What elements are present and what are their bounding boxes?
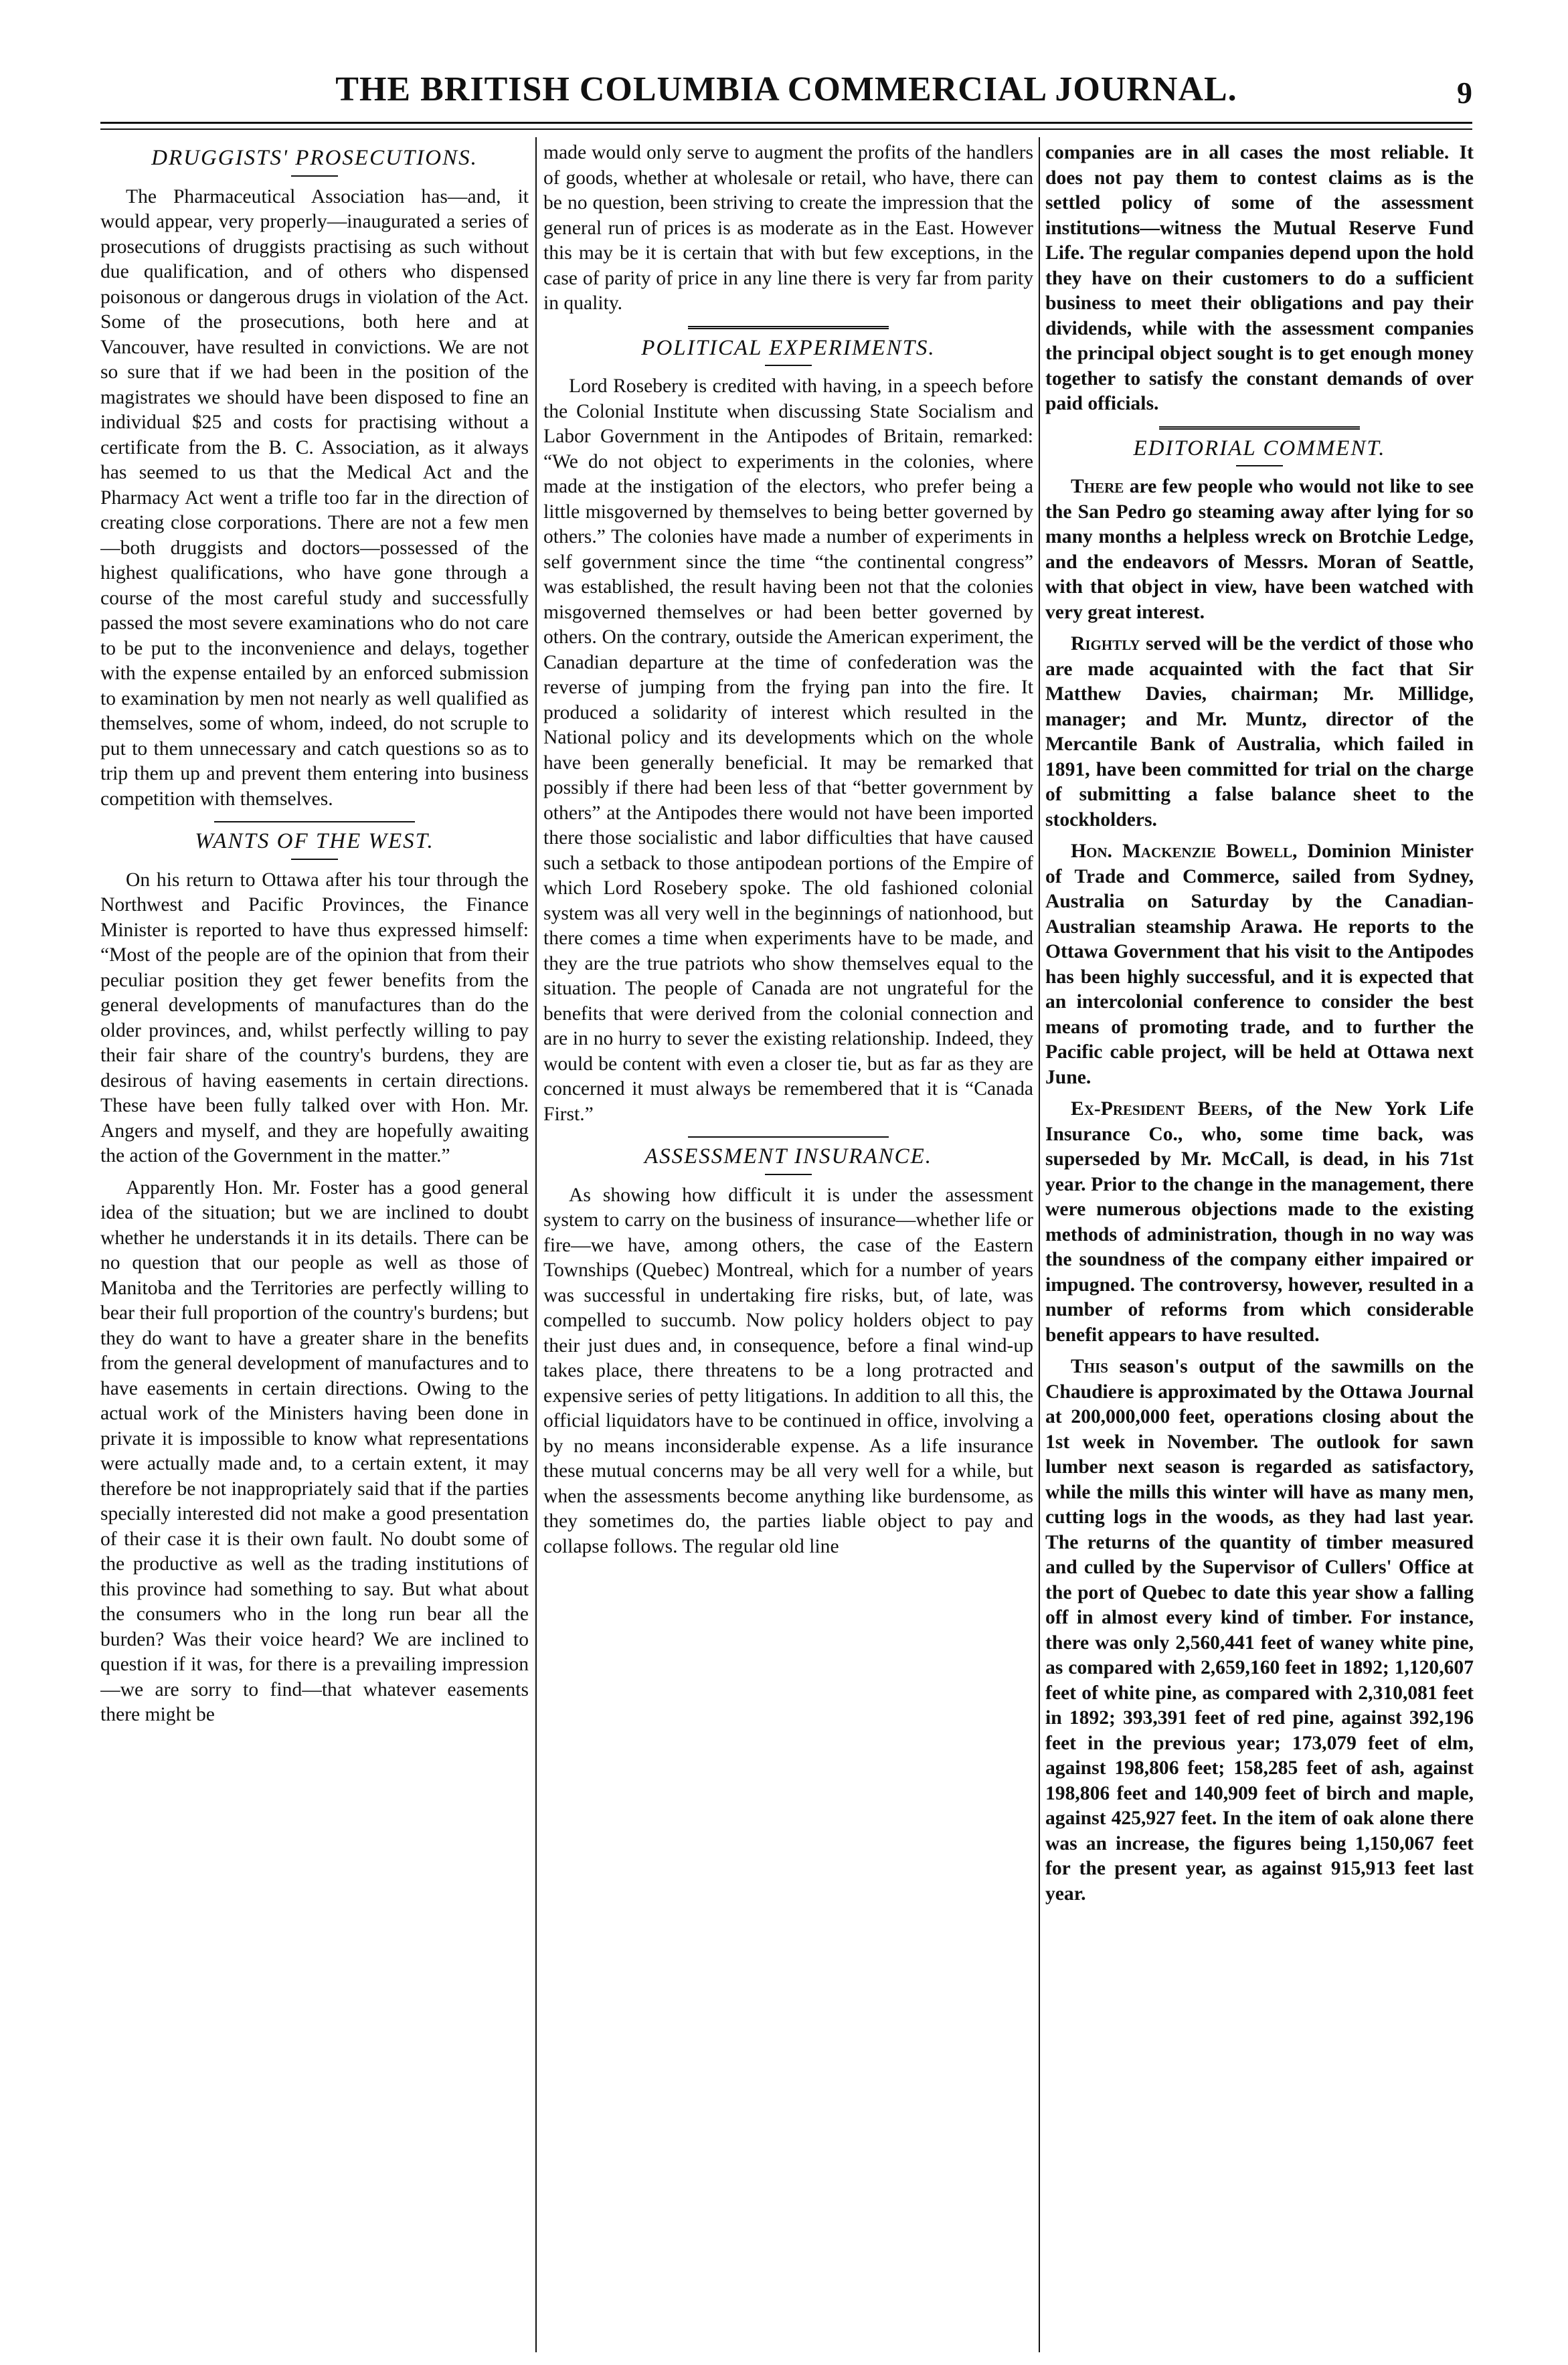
editorial-text: Dominion Minister of Trade and Commerce, sailed from Sydney, Australia on Saturday by the Canadian-Australian steamship Arawa. He reports to the Ottawa Government that his visit to the Antipodes has been highly successful, and it is expected that an intercolonial conference to consider the best means of promoting trade, and to further the Pacific cable project, will be held at Ottawa next June. <box>1045 841 1474 1088</box>
article-heading-editorial-comment: EDITORIAL COMMENT. <box>1133 436 1386 460</box>
article-paragraph: Lord Rosebery is credited with having, in a speech before the Colonial Institute when discussing State Socialism and Labor Government in the Antipodes of Britain, remarked: “We do not object to experiments in the colonies, where made at the instigation of the electors, who prefer being a little misgoverned by themselves to being better governed by others.” The colonies have made a number of experiments in self government since the time “the continental congress” was established, the result having been not that the colonies misgoverned themselves or had been better governed by others. On the contrary, outside the American experiment, the Canadian departure at the time of confederation was the reverse of jumping from the frying pan into the fire. It produced a solidarity of interest which resulted in the National policy and its developments which on the whole have been generally beneficial. It may be remarked that possibly if there had been less of that “better government by others” at the Antipodes there would not have been imported there those socialistic and labor difficulties that have caused such a setback to those antipodean portions of the Empire of which Lord Rosebery spoke. The old fashioned colonial system was all very well in the beginnings of nationhood, but there comes a time when experiments have to be made, and they are the true patriots who show themselves equal to the situation. The people of Canada are not ungrateful for the benefits that were derived from the colonial connection and are in no hurry to sever the existing relationship. Indeed, they would be content with even a closer tie, but as far as they are concerned it must always be remembered that it is “Canada First.” <box>543 375 1033 1125</box>
editorial-item <box>1045 474 1474 625</box>
article-separator <box>1159 426 1360 430</box>
article-heading-political-experiments: POLITICAL EXPERIMENTS. <box>641 335 936 360</box>
column-divider-right <box>1039 137 1040 2352</box>
header-rule-secondary <box>100 128 1472 130</box>
article-separator <box>688 1136 889 1138</box>
page-number: 9 <box>1457 76 1472 110</box>
editorial-text: are few people who would not like to see the San Pedro go steaming away after lying for so many months a helpless wreck on Brotchie Ledge, and the endeavors of Messrs. Moran of Seattle, with that object in view, have been watched with very great interest. <box>1045 476 1474 623</box>
column-1 <box>100 141 529 2349</box>
article-paragraph: As showing how difficult it is under the assessment system to carry on the business of insurance—whether life or fire—we have, among others, the case of the Eastern Townships (Quebec) Montreal, which for a number of years was successful in undertaking fire risks, but, of late, was compelled to succumb. Now policy holders object to pay their just dues and, in consequence, before a final wind-up takes place, there threatens to be a long protracted and expensive series of petty litigations. In addition to all this, the official liquidators have to be continued in office, involving a by no means inconsiderable expense. As a life insurance these mutual concerns may be all very well for a while, but when the assessments become anything like burdensome, as they sometimes do, the parties liable object to pay and collapse follows. The regular old line <box>543 1184 1033 1557</box>
heading-dash <box>291 175 338 177</box>
editorial-item <box>1045 1354 1474 1907</box>
editorial-lead-word: There <box>1071 476 1124 497</box>
article-separator <box>214 821 415 822</box>
article-heading-druggists: DRUGGISTS' PROSECUTIONS. <box>151 146 478 170</box>
editorial-text: of the New York Life Insurance Co., who, some time back, was superseded by Mr. McCall, is dead, in his 71st year. Prior to the change in the management, there were numerous objections made to the existing methods of administration, though in no way was the soundness of the company either impaired or impugned. The controversy, however, resulted in a number of reforms from which considerable benefit appears to have resulted. <box>1045 1098 1474 1346</box>
column-3 <box>1045 141 1474 2349</box>
journal-title: THE BRITISH COLUMBIA COMMERCIAL JOURNAL. <box>335 70 1237 108</box>
editorial-lead-word: Rightly <box>1071 633 1140 654</box>
article-heading-assessment-insurance: ASSESSMENT INSURANCE. <box>644 1144 933 1168</box>
column-divider-left <box>535 137 537 2352</box>
heading-dash <box>1236 465 1283 466</box>
editorial-lead-word: Ex-President Beers, <box>1071 1098 1253 1120</box>
article-heading-wants-of-west: WANTS OF THE WEST. <box>195 829 434 853</box>
masthead <box>100 66 1472 119</box>
article-separator <box>688 326 889 329</box>
heading-dash <box>765 365 812 366</box>
column-2 <box>543 141 1033 2349</box>
editorial-text: season's output of the sawmills on the Chaudiere is approximated by the Ottawa Journal at 200,000,000 feet, operations closing about the 1st week in November. The outlook for sawn lumber next season is regarded as satisfactory, while the mills this winter will have as many men, cutting logs in the woods, as they had last year. The returns of the quantity of timber measured and culled by the Supervisor of Cullers' Office at the port of Quebec to date this year show a falling off in almost every kind of timber. For instance, there was only 2,560,441 feet of waney white pine, as compared with 2,659,160 feet in 1892; 1,120,607 feet of white pine, as compared with 2,310,081 feet in 1892; 393,391 feet of red pine, against 392,196 feet in the previous year; 173,079 feet of elm, against 198,806 feet; 158,285 feet of ash, against 198,806 feet and 140,909 feet of birch and maple, against 425,927 feet. In the item of oak alone there was an increase, the figures being 1,150,067 feet for the present year, as against 915,913 feet last year. <box>1045 1356 1474 1905</box>
article-paragraph-continued: companies are in all cases the most reliable. It does not pay them to contest claims as is the settled policy of some of the assessment institutions—witness the Mutual Reserve Fund Life. The regular companies depend upon the hold they have on their customers to do a sufficient business to meet their obligations and pay their dividends, while with the assessment companies the principal object sought is to get enough money together to satisfy the constant demands of over paid officials. <box>1045 142 1474 414</box>
editorial-lead-word: Hon. Mackenzie Bowell, <box>1071 841 1298 862</box>
header-rule <box>100 122 1472 124</box>
heading-dash <box>291 859 338 860</box>
editorial-item <box>1045 1097 1474 1348</box>
heading-dash <box>765 1174 812 1175</box>
article-paragraph-continued: made would only serve to augment the profits of the handlers of goods, whether at wholesale or retail, who have, there can be no question, been striving to create the impression that the general run of prices is as moderate as in the East. However this may be it is certain that with but few exceptions, in the case of parity of price in any line there is very far from parity in quality. <box>543 142 1033 314</box>
editorial-item <box>1045 839 1474 1090</box>
editorial-item <box>1045 632 1474 833</box>
editorial-text: served will be the verdict of those who are made acquainted with the fact that Sir Matthew Davies, chairman; Mr. Millidge, manager; and Mr. Muntz, director of the Mercantile Bank of Australia, which failed in 1891, have been committed for trial on the charge of submitting a false balance sheet to the stockholders. <box>1045 633 1474 830</box>
article-paragraph: Apparently Hon. Mr. Foster has a good general idea of the situation; but we are inclined to doubt whether he understands it in its details. There can be no question that our people as well as those of Manitoba and the Territories are perfectly willing to bear their full proportion of the country's burdens; but they do want to have a greater share in the benefits from the general development of manufactures and to have easements in certain directions. Owing to the actual work of the Ministers having been done in private it is impossible to know what representations were actually made and, to a certain extent, it may therefore be not inappropriately said that if the parties specially interested did not make a good presentation of their case it is their own fault. No doubt some of the productive as well as the trading institutions of this province had something to say. But what about the consumers who in the long run bear all the burden? Was their voice heard? We are inclined to question if it was, for there is a prevailing impression—we are sorry to find—that whatever easements there might be <box>100 1176 529 1725</box>
article-paragraph: The Pharmaceutical Association has—and, it would appear, very properly—inaugurated a series of prosecutions of druggists practising as such without due qualification, and of others who dispensed poisonous or dangerous drugs in violation of the Act. Some of the prosecutions, both here and at Vancouver, have resulted in convictions. We are not so sure that if we had been in the position of the magistrates we should have been disposed to fine an individual $25 and costs for practising without a certificate from the B. C. Association, as it always has seemed to us that the Medical Act and the Pharmacy Act went a trifle too far in the direction of creating close corporations. There are not a few men—both druggists and doctors—possessed of the highest qualifications, who have gone through a course of the most careful study and successfully passed the most severe examinations who do not care to be put to the inconvenience and delays, together with the expense entailed by an enforced submission to examination by men not nearly as well qualified as themselves, some of whom, indeed, do not scruple to put to them unnecessary and catch questions so as to trip them up and prevent them entering into business competition with themselves. <box>100 185 529 810</box>
editorial-lead-word: This <box>1071 1356 1108 1377</box>
article-paragraph: On his return to Ottawa after his tour through the Northwest and Pacific Provinces, the Finance Minister is reported to have thus expressed himself: “Most of the people are of the opinion that from their peculiar position they get fewer benefits from the general developments of manufactures than do the older provinces, and, whilst perfectly willing to pay their fair share of the country's burdens, they are desirous of having easements in certain directions. These have been fully talked over with Hon. Mr. Angers and myself, and they are hopefully awaiting the action of the Government in the matter.” <box>100 869 529 1166</box>
